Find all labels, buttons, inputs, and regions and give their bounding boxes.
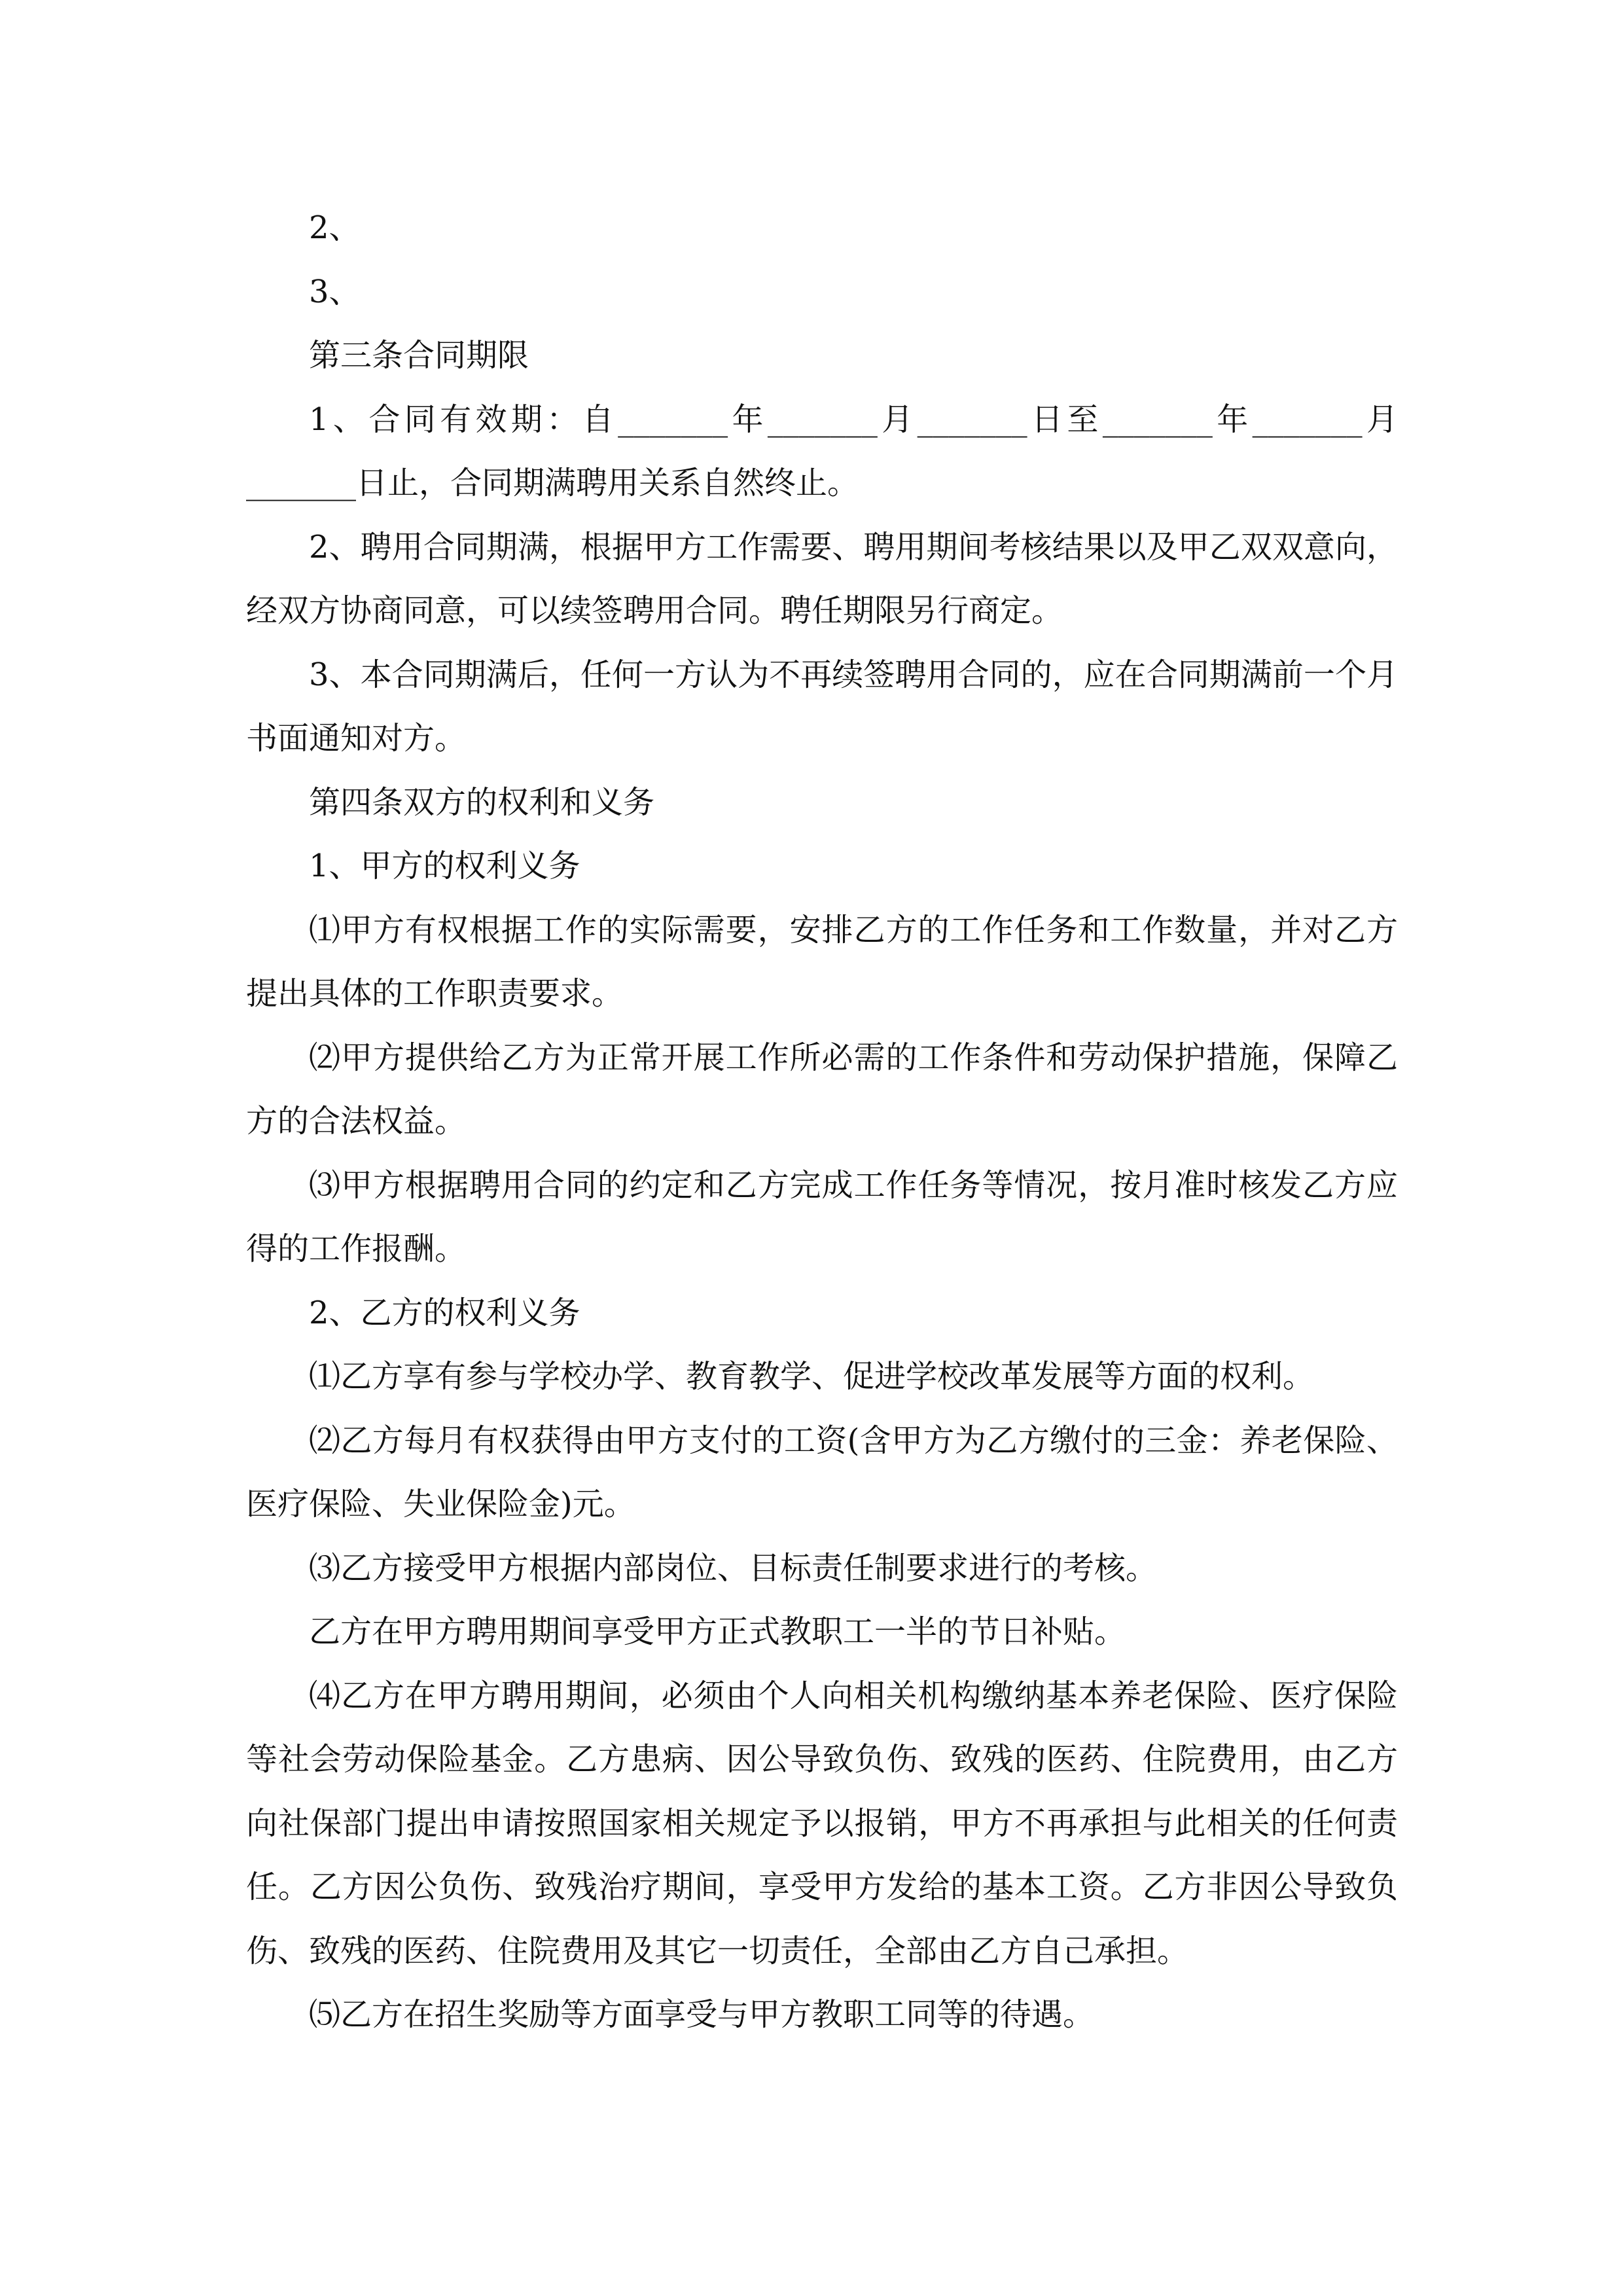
paragraph-party-b-3: ⑶乙方接受甲方根据内部岗位、目标责任制要求进行的考核。 [309, 1549, 1158, 1587]
subheading-party-b-rights: 2、乙方的权利义务 [309, 1294, 580, 1331]
paragraph-contract-notice: 3、本合同期满后，任何一方认为不再续签聘用合同的，应在合同期满前一个月书面通知对方。 [246, 656, 1398, 757]
paragraph-party-a-1: ⑴甲方有权根据工作的实际需要，安排乙方的工作任务和工作数量，并对乙方提出具体的工作职责要求。 [246, 911, 1398, 1012]
section-heading-article-3: 第三条合同期限 [309, 337, 529, 374]
paragraph-party-b-5: ⑸乙方在招生奖励等方面享受与甲方教职工同等的待遇。 [309, 1996, 1095, 2033]
paragraph-party-b-4: ⑷乙方在甲方聘用期间，必须由个人向相关机构缴纳基本养老保险、医疗保险等社会劳动保险基金。乙方患病、因公导致负伤、致残的医药、住院费用，由乙方向社保部门提出申请按照国家相关规定予以报销，甲方不再承担与此相关的任何责任。乙方因公负伤、致残治疗期间，享受甲方发给的基本工资。乙方非因公导致负伤、致残的医药、住院费用及其它一切责任，全部由乙方自己承担。 [246, 1677, 1398, 1969]
paragraph-party-b-1: ⑴乙方享有参与学校办学、教育教学、促进学校改革发展等方面的权利。 [309, 1358, 1315, 1395]
document-body [246, 196, 1398, 2047]
paragraph-contract-term: 1、合同有效期：自_______年_______月_______日至_______年_______月_______日止，合同期满聘用关系自然终止。 [246, 401, 1398, 501]
paragraph-item-2: 2、 [309, 209, 361, 246]
paragraph-party-b-holiday-allowance: 乙方在甲方聘用期间享受甲方正式教职工一半的节日补贴。 [309, 1613, 1126, 1650]
paragraph-party-b-2: ⑵乙方每月有权获得由甲方支付的工资(含甲方为乙方缴付的三金：养老保险、医疗保险、失业保险金)元。 [246, 1422, 1398, 1522]
paragraph-party-a-2: ⑵甲方提供给乙方为正常开展工作所必需的工作条件和劳动保护措施，保障乙方的合法权益。 [246, 1039, 1398, 1139]
section-heading-article-4: 第四条双方的权利和义务 [309, 783, 655, 821]
paragraph-party-a-3: ⑶甲方根据聘用合同的约定和乙方完成工作任务等情况，按月准时核发乙方应得的工作报酬。 [246, 1166, 1398, 1267]
paragraph-item-3: 3、 [309, 273, 361, 310]
subheading-party-a-rights: 1、甲方的权利义务 [309, 848, 580, 884]
paragraph-contract-renewal: 2、聘用合同期满，根据甲方工作需要、聘用期间考核结果以及甲乙双双意向，经双方协商同意，可以续签聘用合同。聘任期限另行商定。 [246, 528, 1398, 629]
